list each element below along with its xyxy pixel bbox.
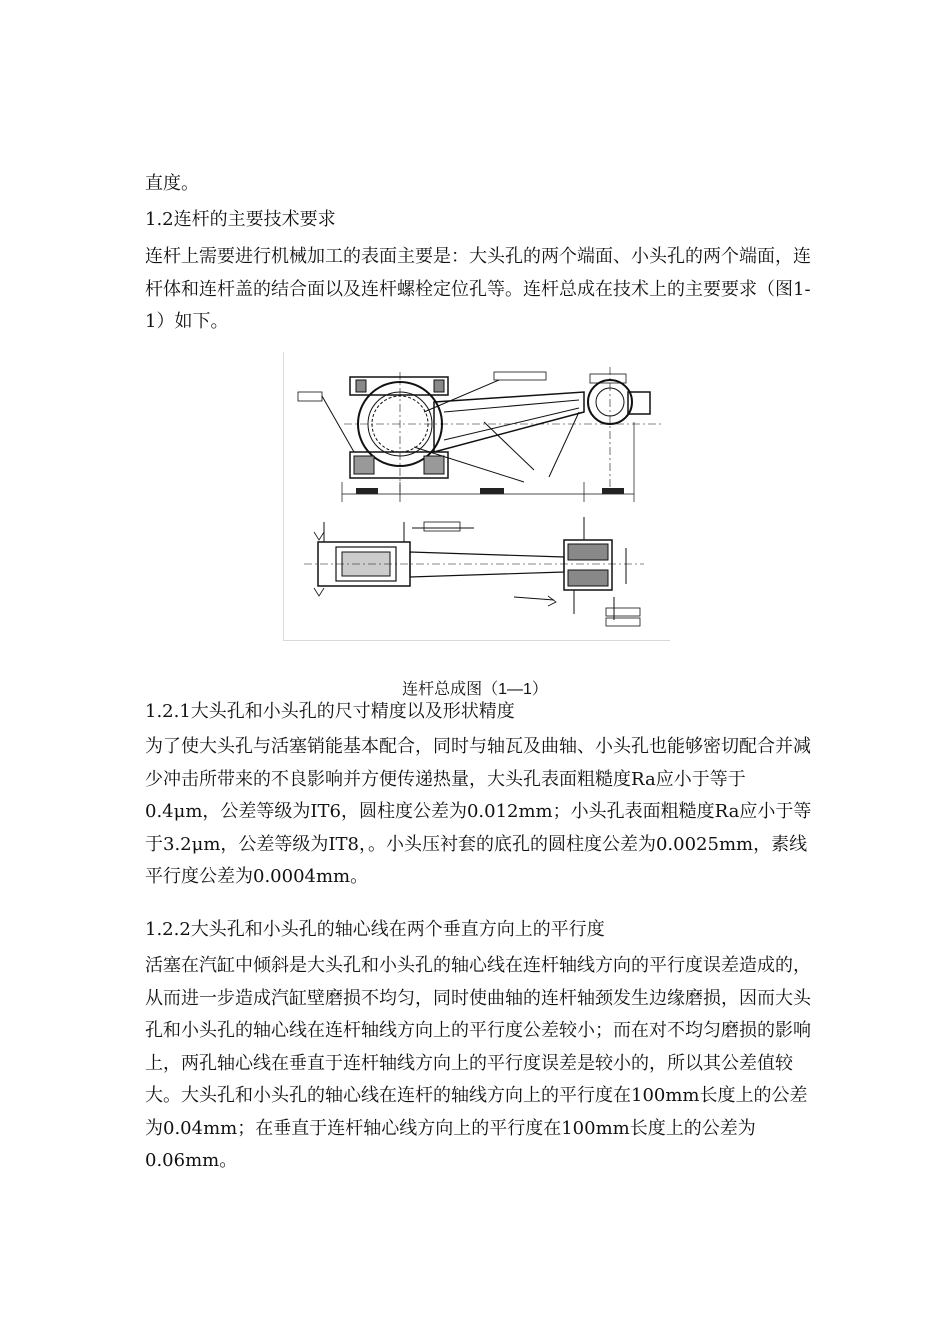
section-heading-1-2-1: 1.2.1大头孔和小头孔的尺寸精度以及形状精度: [145, 701, 515, 722]
paragraph-axis-parallelism: 活塞在汽缸中倾斜是大头孔和小头孔的轴心线在连杆轴线方向的平行度误差造成的，从而进一步造成汽缸壁磨损不均匀，同时使曲轴的连杆轴颈发生边缘磨损，因而大头孔和小头孔的轴心线在连杆轴线方向上的平行度公差较小；而在对不均匀磨损的影响上，两孔轴心线在垂直于连杆轴线方向上的平行度误差是较小的，所以其公差值较大。大头孔和小头孔的轴心线在连杆的轴线方向上的平行度在100mm长度上的公差为0.04mm；在垂直于连杆轴心线方向上的平行度在100mm长度上的公差为0.06mm。: [145, 955, 811, 1171]
paragraph-machining-surfaces: 连杆上需要进行机械加工的表面主要是：大头孔的两个端面、小头孔的两个端面，连杆体和连杆盖的结合面以及连杆螺栓定位孔等。连杆总成在技术上的主要要求（图1-1）如下。: [145, 246, 811, 332]
section-heading-1-2: 1.2连杆的主要技术要求: [145, 209, 336, 230]
text-line-continuation: 直度。: [145, 173, 199, 194]
figure-caption: 连杆总成图（1—1）: [402, 681, 548, 698]
top-view-drawing: [298, 367, 664, 502]
section-heading-1-2-2: 1.2.2大头孔和小头孔的轴心线在两个垂直方向上的平行度: [145, 919, 605, 940]
paragraph-dimension-precision: 为了使大头孔与活塞销能基本配合，同时与轴瓦及曲轴、小头孔也能够密切配合并减少冲击所带来的不良影响并方便传递热量，大头孔表面粗糙度Ra应小于等于0.4μm，公差等级为IT6，圆柱度公差为0.012mm；小头孔表面粗糙度Ra应小于等于3.2μm，公差等级为IT8，。小头压衬套的底孔的圆柱度公差为0.0025mm，素线平行度公差为0.0004mm。: [145, 736, 812, 887]
connecting-rod-assembly-drawing: [283, 352, 670, 641]
side-view-drawing: [304, 517, 644, 626]
